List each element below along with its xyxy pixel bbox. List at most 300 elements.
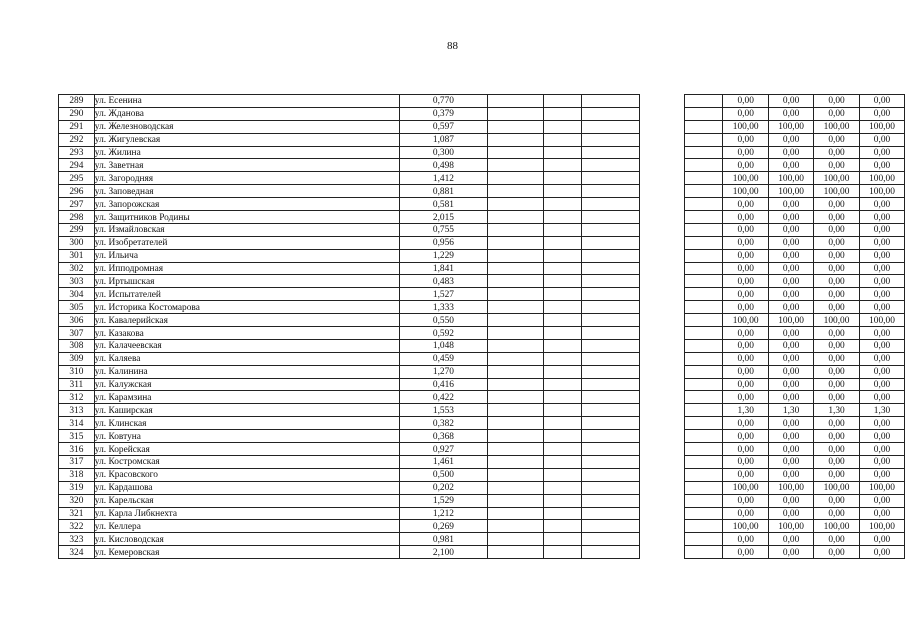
- empty-cell: [487, 133, 544, 146]
- empty-cell: [685, 95, 723, 108]
- table-row: [59, 288, 905, 301]
- street-name-cell: ул. Заповедная: [94, 185, 400, 198]
- value-cell: 0,00: [723, 417, 769, 430]
- empty-cell: [639, 262, 684, 275]
- row-number-cell: 309: [59, 352, 95, 365]
- value-cell: 0,00: [769, 249, 814, 262]
- street-name-cell: ул. Ковтуна: [94, 430, 400, 443]
- row-number-cell: 293: [59, 146, 95, 159]
- value-cell: 0,00: [723, 391, 769, 404]
- value-cell: 0,00: [723, 546, 769, 559]
- street-name-cell: ул. Жигулевская: [94, 133, 400, 146]
- row-number-cell: 323: [59, 533, 95, 546]
- row-number-cell: 307: [59, 327, 95, 340]
- empty-cell: [582, 185, 640, 198]
- empty-cell: [685, 262, 723, 275]
- street-name-cell: ул. Иртышская: [94, 275, 400, 288]
- empty-cell: [544, 159, 582, 172]
- empty-cell: [582, 391, 640, 404]
- row-number-cell: 312: [59, 391, 95, 404]
- empty-cell: [685, 146, 723, 159]
- value-cell: 0,00: [769, 365, 814, 378]
- empty-cell: [685, 107, 723, 120]
- empty-cell: [685, 159, 723, 172]
- table-row: [59, 249, 905, 262]
- value-cell: 100,00: [859, 185, 904, 198]
- empty-cell: [487, 507, 544, 520]
- row-number-cell: 294: [59, 159, 95, 172]
- empty-cell: [685, 327, 723, 340]
- value-cell: 0,00: [723, 262, 769, 275]
- empty-cell: [544, 120, 582, 133]
- street-name-cell: ул. Ильича: [94, 249, 400, 262]
- empty-cell: [685, 236, 723, 249]
- table-row: [59, 339, 905, 352]
- table-row: [59, 352, 905, 365]
- empty-cell: [582, 417, 640, 430]
- row-number-cell: 300: [59, 236, 95, 249]
- empty-cell: [487, 365, 544, 378]
- value-cell: 100,00: [814, 185, 860, 198]
- row-number-cell: 305: [59, 301, 95, 314]
- value-cell: 0,00: [769, 391, 814, 404]
- table-row: [59, 391, 905, 404]
- empty-cell: [685, 494, 723, 507]
- empty-cell: [582, 352, 640, 365]
- empty-cell: [685, 120, 723, 133]
- row-number-cell: 292: [59, 133, 95, 146]
- value-cell: 100,00: [859, 314, 904, 327]
- value-cell: 0,00: [723, 159, 769, 172]
- length-cell: 0,550: [400, 314, 487, 327]
- empty-cell: [582, 120, 640, 133]
- empty-cell: [639, 288, 684, 301]
- empty-cell: [487, 262, 544, 275]
- value-cell: 0,00: [859, 107, 904, 120]
- length-cell: 0,597: [400, 120, 487, 133]
- value-cell: 0,00: [814, 95, 860, 108]
- length-cell: 0,382: [400, 417, 487, 430]
- value-cell: 1,30: [814, 404, 860, 417]
- table-row: [59, 314, 905, 327]
- street-name-cell: ул. Измайловская: [94, 223, 400, 236]
- length-cell: 2,100: [400, 546, 487, 559]
- empty-cell: [685, 288, 723, 301]
- empty-cell: [487, 159, 544, 172]
- empty-cell: [685, 249, 723, 262]
- value-cell: 0,00: [769, 236, 814, 249]
- empty-cell: [544, 391, 582, 404]
- value-cell: 0,00: [723, 146, 769, 159]
- length-cell: 0,300: [400, 146, 487, 159]
- empty-cell: [487, 339, 544, 352]
- value-cell: 0,00: [859, 430, 904, 443]
- empty-cell: [582, 159, 640, 172]
- value-cell: 0,00: [769, 546, 814, 559]
- empty-cell: [639, 198, 684, 211]
- value-cell: 0,00: [814, 533, 860, 546]
- value-cell: 0,00: [769, 133, 814, 146]
- empty-cell: [639, 417, 684, 430]
- empty-cell: [544, 211, 582, 224]
- value-cell: 0,00: [814, 262, 860, 275]
- empty-cell: [685, 520, 723, 533]
- value-cell: 100,00: [814, 520, 860, 533]
- empty-cell: [639, 533, 684, 546]
- empty-cell: [544, 95, 582, 108]
- street-name-cell: ул. Кавалерийская: [94, 314, 400, 327]
- streets-table: [58, 94, 905, 559]
- empty-cell: [639, 172, 684, 185]
- row-number-cell: 304: [59, 288, 95, 301]
- value-cell: 0,00: [723, 327, 769, 340]
- empty-cell: [544, 481, 582, 494]
- value-cell: 0,00: [859, 455, 904, 468]
- empty-cell: [544, 262, 582, 275]
- empty-cell: [639, 494, 684, 507]
- empty-cell: [582, 443, 640, 456]
- value-cell: 0,00: [723, 288, 769, 301]
- empty-cell: [582, 314, 640, 327]
- value-cell: 0,00: [769, 443, 814, 456]
- street-name-cell: ул. Клинская: [94, 417, 400, 430]
- value-cell: 0,00: [723, 275, 769, 288]
- empty-cell: [487, 314, 544, 327]
- empty-cell: [582, 327, 640, 340]
- empty-cell: [544, 107, 582, 120]
- street-name-cell: ул. Калачеевская: [94, 339, 400, 352]
- table-row: [59, 185, 905, 198]
- length-cell: 1,527: [400, 288, 487, 301]
- empty-cell: [487, 249, 544, 262]
- empty-cell: [685, 339, 723, 352]
- empty-cell: [639, 404, 684, 417]
- empty-cell: [685, 133, 723, 146]
- value-cell: 0,00: [769, 95, 814, 108]
- value-cell: 0,00: [859, 275, 904, 288]
- empty-cell: [487, 430, 544, 443]
- street-name-cell: ул. Ипподромная: [94, 262, 400, 275]
- length-cell: 1,087: [400, 133, 487, 146]
- value-cell: 0,00: [723, 198, 769, 211]
- length-cell: 0,592: [400, 327, 487, 340]
- street-name-cell: ул. Загородняя: [94, 172, 400, 185]
- length-cell: 0,927: [400, 443, 487, 456]
- empty-cell: [685, 443, 723, 456]
- value-cell: 0,00: [859, 146, 904, 159]
- table-row: [59, 301, 905, 314]
- empty-cell: [544, 146, 582, 159]
- value-cell: 0,00: [859, 223, 904, 236]
- street-name-cell: ул. Красовского: [94, 468, 400, 481]
- value-cell: 0,00: [723, 378, 769, 391]
- empty-cell: [685, 198, 723, 211]
- empty-cell: [544, 443, 582, 456]
- value-cell: 0,00: [859, 507, 904, 520]
- row-number-cell: 301: [59, 249, 95, 262]
- row-number-cell: 315: [59, 430, 95, 443]
- table-row: [59, 327, 905, 340]
- value-cell: 0,00: [859, 159, 904, 172]
- value-cell: 100,00: [769, 120, 814, 133]
- value-cell: 0,00: [814, 365, 860, 378]
- empty-cell: [544, 352, 582, 365]
- empty-cell: [487, 120, 544, 133]
- empty-cell: [639, 120, 684, 133]
- empty-cell: [582, 404, 640, 417]
- value-cell: 0,00: [814, 249, 860, 262]
- empty-cell: [639, 249, 684, 262]
- empty-cell: [544, 236, 582, 249]
- value-cell: 0,00: [769, 417, 814, 430]
- empty-cell: [685, 533, 723, 546]
- street-name-cell: ул. Историка Костомарова: [94, 301, 400, 314]
- street-name-cell: ул. Жилина: [94, 146, 400, 159]
- row-number-cell: 318: [59, 468, 95, 481]
- empty-cell: [639, 481, 684, 494]
- value-cell: 1,30: [769, 404, 814, 417]
- value-cell: 100,00: [859, 481, 904, 494]
- empty-cell: [544, 494, 582, 507]
- empty-cell: [685, 378, 723, 391]
- empty-cell: [639, 275, 684, 288]
- empty-cell: [544, 533, 582, 546]
- value-cell: 0,00: [769, 159, 814, 172]
- table-row: [59, 430, 905, 443]
- length-cell: 1,048: [400, 339, 487, 352]
- street-name-cell: ул. Защитников Родины: [94, 211, 400, 224]
- street-name-cell: ул. Изобретателей: [94, 236, 400, 249]
- empty-cell: [544, 133, 582, 146]
- value-cell: 0,00: [814, 507, 860, 520]
- length-cell: 1,212: [400, 507, 487, 520]
- row-number-cell: 296: [59, 185, 95, 198]
- row-number-cell: 324: [59, 546, 95, 559]
- street-name-cell: ул. Кисловодская: [94, 533, 400, 546]
- table-row: [59, 223, 905, 236]
- value-cell: 0,00: [859, 198, 904, 211]
- value-cell: 100,00: [769, 185, 814, 198]
- row-number-cell: 291: [59, 120, 95, 133]
- row-number-cell: 319: [59, 481, 95, 494]
- empty-cell: [639, 378, 684, 391]
- value-cell: 0,00: [814, 133, 860, 146]
- empty-cell: [639, 468, 684, 481]
- empty-cell: [639, 159, 684, 172]
- value-cell: 100,00: [723, 185, 769, 198]
- row-number-cell: 299: [59, 223, 95, 236]
- empty-cell: [582, 430, 640, 443]
- table-row: [59, 107, 905, 120]
- row-number-cell: 289: [59, 95, 95, 108]
- row-number-cell: 317: [59, 455, 95, 468]
- length-cell: 0,422: [400, 391, 487, 404]
- empty-cell: [582, 198, 640, 211]
- empty-cell: [487, 172, 544, 185]
- table-row: [59, 159, 905, 172]
- value-cell: 100,00: [769, 520, 814, 533]
- length-cell: 0,500: [400, 468, 487, 481]
- table-row: [59, 378, 905, 391]
- value-cell: 0,00: [723, 455, 769, 468]
- value-cell: 0,00: [814, 159, 860, 172]
- empty-cell: [544, 468, 582, 481]
- empty-cell: [487, 443, 544, 456]
- table-row: [59, 404, 905, 417]
- street-name-cell: ул. Каширская: [94, 404, 400, 417]
- table-row: [59, 481, 905, 494]
- value-cell: 0,00: [814, 288, 860, 301]
- empty-cell: [487, 275, 544, 288]
- value-cell: 0,00: [859, 211, 904, 224]
- value-cell: 0,00: [769, 507, 814, 520]
- empty-cell: [487, 146, 544, 159]
- empty-cell: [582, 107, 640, 120]
- table-row: [59, 95, 905, 108]
- street-name-cell: ул. Запорожская: [94, 198, 400, 211]
- value-cell: 0,00: [814, 198, 860, 211]
- empty-cell: [487, 378, 544, 391]
- empty-cell: [487, 185, 544, 198]
- table-row: [59, 262, 905, 275]
- street-name-cell: ул. Карла Либкнехта: [94, 507, 400, 520]
- value-cell: 100,00: [814, 172, 860, 185]
- empty-cell: [582, 95, 640, 108]
- value-cell: 0,00: [814, 391, 860, 404]
- value-cell: 100,00: [723, 314, 769, 327]
- row-number-cell: 322: [59, 520, 95, 533]
- value-cell: 0,00: [769, 430, 814, 443]
- length-cell: 1,229: [400, 249, 487, 262]
- empty-cell: [639, 430, 684, 443]
- street-name-cell: ул. Костромская: [94, 455, 400, 468]
- value-cell: 0,00: [859, 443, 904, 456]
- street-name-cell: ул. Калужская: [94, 378, 400, 391]
- empty-cell: [685, 391, 723, 404]
- length-cell: 0,755: [400, 223, 487, 236]
- value-cell: 0,00: [859, 494, 904, 507]
- empty-cell: [487, 198, 544, 211]
- value-cell: 0,00: [814, 417, 860, 430]
- empty-cell: [685, 275, 723, 288]
- value-cell: 0,00: [723, 443, 769, 456]
- empty-cell: [544, 417, 582, 430]
- row-number-cell: 303: [59, 275, 95, 288]
- value-cell: 100,00: [723, 120, 769, 133]
- empty-cell: [487, 520, 544, 533]
- empty-cell: [582, 249, 640, 262]
- empty-cell: [582, 507, 640, 520]
- empty-cell: [487, 95, 544, 108]
- row-number-cell: 308: [59, 339, 95, 352]
- length-cell: 0,269: [400, 520, 487, 533]
- value-cell: 0,00: [769, 494, 814, 507]
- table-row: [59, 133, 905, 146]
- empty-cell: [582, 172, 640, 185]
- empty-cell: [544, 249, 582, 262]
- empty-cell: [639, 455, 684, 468]
- empty-cell: [487, 223, 544, 236]
- empty-cell: [487, 533, 544, 546]
- value-cell: 0,00: [814, 223, 860, 236]
- empty-cell: [639, 443, 684, 456]
- value-cell: 0,00: [769, 275, 814, 288]
- empty-cell: [582, 365, 640, 378]
- empty-cell: [685, 404, 723, 417]
- value-cell: 0,00: [814, 275, 860, 288]
- empty-cell: [544, 314, 582, 327]
- table-row: [59, 236, 905, 249]
- empty-cell: [487, 288, 544, 301]
- value-cell: 0,00: [723, 223, 769, 236]
- street-name-cell: ул. Кардашова: [94, 481, 400, 494]
- empty-cell: [544, 365, 582, 378]
- empty-cell: [639, 211, 684, 224]
- value-cell: 0,00: [859, 365, 904, 378]
- value-cell: 0,00: [859, 468, 904, 481]
- length-cell: 0,416: [400, 378, 487, 391]
- value-cell: 0,00: [723, 494, 769, 507]
- empty-cell: [639, 365, 684, 378]
- value-cell: 0,00: [723, 430, 769, 443]
- value-cell: 100,00: [723, 481, 769, 494]
- empty-cell: [487, 481, 544, 494]
- street-name-cell: ул. Келлера: [94, 520, 400, 533]
- empty-cell: [487, 546, 544, 559]
- table-row: [59, 455, 905, 468]
- empty-cell: [639, 133, 684, 146]
- table-row: [59, 275, 905, 288]
- value-cell: 0,00: [814, 455, 860, 468]
- value-cell: 0,00: [769, 352, 814, 365]
- table-row: [59, 546, 905, 559]
- value-cell: 100,00: [859, 120, 904, 133]
- empty-cell: [544, 339, 582, 352]
- empty-cell: [639, 507, 684, 520]
- empty-cell: [582, 146, 640, 159]
- empty-cell: [487, 417, 544, 430]
- empty-cell: [487, 211, 544, 224]
- empty-cell: [639, 301, 684, 314]
- value-cell: 0,00: [723, 236, 769, 249]
- value-cell: 100,00: [769, 172, 814, 185]
- value-cell: 0,00: [769, 378, 814, 391]
- street-name-cell: ул. Есенина: [94, 95, 400, 108]
- empty-cell: [639, 236, 684, 249]
- empty-cell: [487, 455, 544, 468]
- row-number-cell: 302: [59, 262, 95, 275]
- value-cell: 0,00: [814, 546, 860, 559]
- street-name-cell: ул. Испытателей: [94, 288, 400, 301]
- value-cell: 0,00: [814, 146, 860, 159]
- table-row: [59, 494, 905, 507]
- value-cell: 0,00: [769, 288, 814, 301]
- length-cell: 2,015: [400, 211, 487, 224]
- value-cell: 0,00: [859, 378, 904, 391]
- value-cell: 0,00: [769, 455, 814, 468]
- empty-cell: [639, 352, 684, 365]
- value-cell: 0,00: [814, 468, 860, 481]
- value-cell: 0,00: [859, 391, 904, 404]
- value-cell: 100,00: [769, 314, 814, 327]
- empty-cell: [582, 455, 640, 468]
- empty-cell: [487, 352, 544, 365]
- value-cell: 0,00: [769, 533, 814, 546]
- empty-cell: [487, 107, 544, 120]
- table-row: [59, 417, 905, 430]
- length-cell: 0,770: [400, 95, 487, 108]
- empty-cell: [544, 288, 582, 301]
